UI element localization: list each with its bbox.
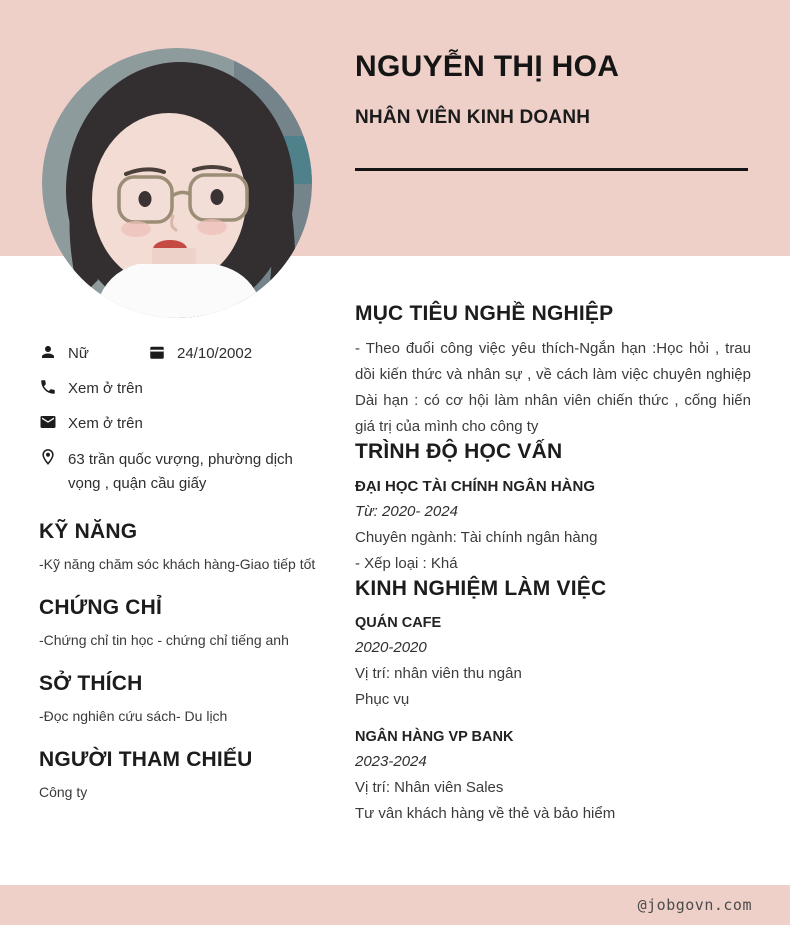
objective-text: - Theo đuổi công việc yêu thích-Ngắn hạn :Học hỏi , trau dồi kiến thức và nhân sự , về cách làm việc chuyên nghiệp Dài hạn : có cơ hội làm nhân viên chiến thức , cống hiến giá trị của mình cho công ty	[355, 340, 751, 435]
certificates-heading: CHỨNG CHỈ	[39, 596, 163, 619]
job-entry-cafe	[355, 612, 751, 713]
skills-heading: KỸ NĂNG	[39, 520, 138, 543]
section-experience	[355, 577, 751, 827]
phone-value: Xem ở trên	[68, 380, 143, 397]
education-period: Từ: 2020- 2024	[355, 503, 458, 520]
footer-band	[0, 885, 790, 925]
references-heading: NGƯỜI THAM CHIẾU	[39, 748, 253, 771]
education-heading: TRÌNH ĐỘ HỌC VẤN	[355, 440, 563, 463]
section-certificates	[39, 596, 342, 649]
section-education	[355, 440, 751, 577]
job-duty: Tư vân khách hàng về thẻ và bảo hiểm	[355, 805, 616, 822]
hobbies-heading: SỞ THÍCH	[39, 672, 143, 695]
info-row-address	[39, 448, 342, 496]
gender-pair	[39, 343, 148, 363]
info-row-email	[39, 413, 342, 433]
mail-icon	[39, 413, 57, 431]
watermark: @jobgovn.com	[637, 896, 752, 914]
job-position: Vị trí: Nhân viên Sales	[355, 779, 504, 796]
address-value: 63 trần quốc vượng, phường dịch vọng , quận cầu giấy	[68, 451, 293, 492]
experience-heading: KINH NGHIỆM LÀM VIỆC	[355, 577, 607, 600]
objective-heading: MỤC TIÊU NGHỀ NGHIỆP	[355, 302, 614, 325]
right-column	[355, 302, 751, 827]
birthdate-value: 24/10/2002	[177, 345, 253, 362]
info-row-phone	[39, 378, 342, 398]
personal-info-list	[39, 343, 342, 496]
gender-value: Nữ	[68, 345, 89, 362]
section-skills	[39, 520, 342, 573]
references-text: Công ty	[39, 784, 88, 800]
job-period: 2023-2024	[355, 753, 427, 770]
job-company: QUÁN CAFE	[355, 615, 442, 631]
profile-photo	[42, 48, 312, 318]
section-references	[39, 748, 342, 801]
education-major: Chuyên ngành: Tài chính ngân hàng	[355, 529, 598, 546]
left-column	[39, 343, 342, 801]
portrait-illustration	[42, 48, 312, 318]
header	[355, 48, 751, 171]
birthdate-pair	[148, 343, 252, 363]
person-icon	[39, 343, 57, 361]
education-school: ĐẠI HỌC TÀI CHÍNH NGÂN HÀNG	[355, 478, 595, 495]
location-pin-icon	[39, 448, 57, 466]
job-duty: Phục vụ	[355, 691, 410, 708]
skills-text: -Kỹ năng chăm sóc khách hàng-Giao tiếp tốt	[39, 556, 316, 572]
job-entry-vpbank	[355, 726, 751, 827]
job-position: Vị trí: nhân viên thu ngân	[355, 665, 522, 682]
section-objective	[355, 302, 751, 440]
hobbies-text: -Đọc nghiên cứu sách- Du lịch	[39, 708, 228, 724]
email-value: Xem ở trên	[68, 415, 143, 432]
info-row-gender-birthdate	[39, 343, 342, 363]
candidate-name: NGUYỄN THỊ HOA	[355, 50, 620, 83]
phone-icon	[39, 378, 57, 396]
header-divider	[355, 168, 748, 171]
job-company: NGÂN HÀNG VP BANK	[355, 729, 514, 745]
certificates-text: -Chứng chỉ tin học - chứng chỉ tiếng anh	[39, 632, 289, 648]
education-grade: - Xếp loại : Khá	[355, 555, 458, 572]
job-title: NHÂN VIÊN KINH DOANH	[355, 107, 591, 128]
calendar-icon	[148, 343, 166, 361]
section-hobbies	[39, 672, 342, 725]
job-period: 2020-2020	[355, 639, 427, 656]
